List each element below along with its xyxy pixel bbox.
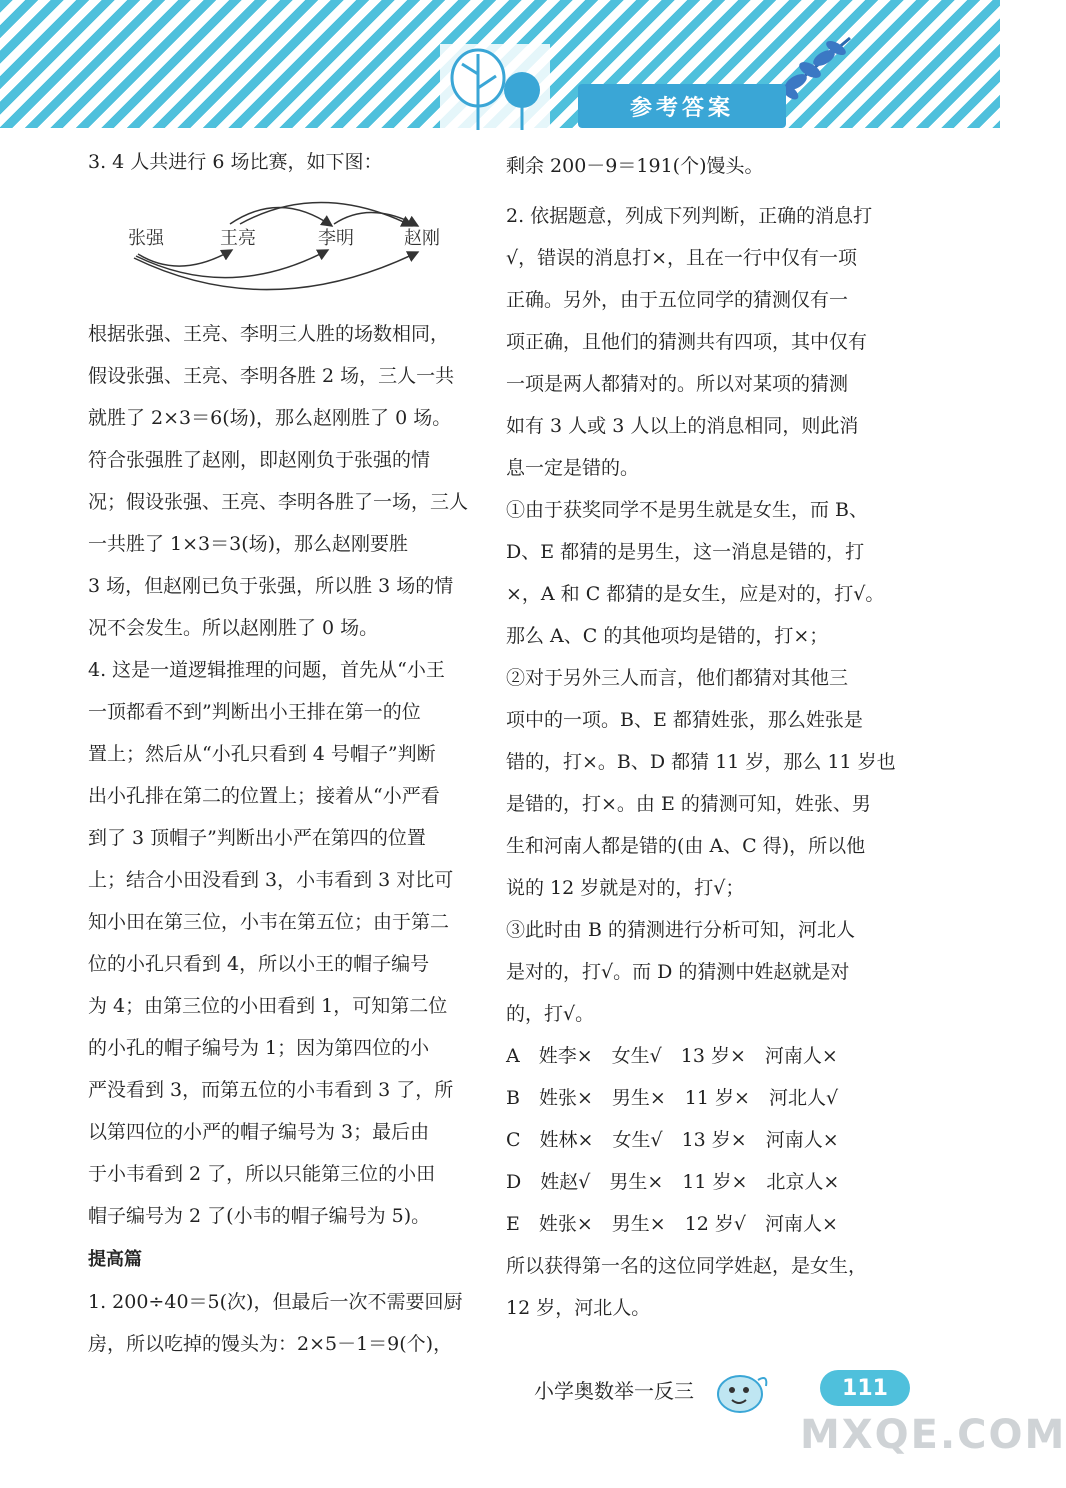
text-line: 一共胜了 1×3＝3(场)，那么赵刚要胜: [88, 533, 409, 555]
text-line: 到了 3 顶帽子”判断出小严在第四的位置: [88, 827, 426, 849]
text-line: 1. 200÷40＝5(次)，但最后一次不需要回厨: [88, 1291, 463, 1313]
text-line: ③此时由 B 的猜测进行分析可知，河北人: [506, 919, 856, 941]
text-line: 房，所以吃掉的馒头为：2×5－1＝9(个)，: [88, 1333, 453, 1355]
text-line: 严没看到 3，而第五位的小韦看到 3 了，所: [88, 1079, 454, 1101]
text-line: 息一定是错的。: [506, 457, 640, 479]
text-line: 置上；然后从“小孔只看到 4 号帽子”判断: [88, 743, 436, 765]
text-line: 为 4；由第三位的小田看到 1，可知第二位: [88, 995, 448, 1017]
text-line: √，错误的消息打×，且在一行中仅有一项: [506, 247, 858, 269]
watermark: MXQE.COM: [800, 1412, 1066, 1458]
page-number: 111: [820, 1370, 910, 1406]
text-line: 一项是两人都猜对的。所以对某项的猜测: [506, 373, 849, 395]
text-line: ②对于另外三人而言，他们都猜对其他三: [506, 667, 849, 689]
match-diagram: [120, 190, 450, 310]
text-line: 项正确，且他们的猜测共有四项，其中仅有: [506, 331, 868, 353]
text-line: 3 场，但赵刚已负于张强，所以胜 3 场的情: [88, 575, 454, 597]
text-line: 是对的，打√。而 D 的猜测中姓赵就是对: [506, 961, 850, 983]
text-line: 是错的，打×。由 E 的猜测可知，姓张、男: [506, 793, 871, 815]
text-line: 3. 4 人共进行 6 场比赛，如下图：: [88, 151, 383, 173]
arrow: [230, 207, 332, 226]
text-line: 上；结合小田没看到 3，小韦看到 3 对比可: [88, 869, 454, 891]
text-line: ×，A 和 C 都猜的是女生，应是对的，打√。: [506, 583, 885, 605]
tree-icon: [440, 44, 550, 134]
diagram-node: 王亮: [220, 228, 256, 249]
text-line: 2. 依据题意，列成下列判断，正确的消息打: [506, 205, 873, 227]
text-line: 知小田在第三位，小韦在第五位；由于第二: [88, 911, 450, 933]
table-row: E 姓张× 男生× 12 岁√ 河南人×: [506, 1213, 838, 1235]
table-row: C 姓林× 女生√ 13 岁× 河南人×: [506, 1129, 839, 1151]
text-line: 如有 3 人或 3 人以上的消息相同，则此消: [506, 415, 859, 437]
text-line: 正确。另外，由于五位同学的猜测仅有一: [506, 289, 849, 311]
text-line: 4. 这是一道逻辑推理的问题，首先从“小王: [88, 659, 445, 681]
table-row: B 姓张× 男生× 11 岁× 河北人√: [506, 1087, 839, 1109]
text-line: 剩余 200－9＝191(个)馒头。: [506, 155, 764, 177]
text-line: 根据张强、王亮、李明三人胜的场数相同，: [88, 323, 450, 345]
diagram-node: 赵刚: [404, 228, 440, 249]
text-line: 的小孔的帽子编号为 1；因为第四位的小: [88, 1037, 430, 1059]
table-row: D 姓赵√ 男生× 11 岁× 北京人×: [506, 1171, 840, 1193]
text-line: 说的 12 岁就是对的，打√；: [506, 877, 745, 899]
text-line: 的，打√。: [506, 1003, 595, 1025]
text-line: 出小孔排在第二的位置上；接着从“小严看: [88, 785, 440, 807]
text-line: D、E 都猜的是男生，这一消息是错的，打: [506, 541, 865, 563]
text-line: 生和河南人都是错的(由 A、C 得)，所以他: [506, 835, 866, 857]
section-heading: 提高篇: [88, 1249, 142, 1270]
diagram-node: 张强: [128, 228, 164, 249]
text-line: 帽子编号为 2 了(小韦的帽子编号为 5)。: [88, 1205, 431, 1227]
text-line: 于小韦看到 2 了，所以只能第三位的小田: [88, 1163, 436, 1185]
text-line: 所以获得第一名的这位同学姓赵，是女生，: [506, 1255, 868, 1277]
text-line: 那么 A、C 的其他项均是错的，打×；: [506, 625, 829, 647]
book-title: 小学奥数举一反三: [534, 1379, 694, 1403]
diagram-node: 李明: [318, 228, 354, 249]
answer-badge: 参考答案: [578, 84, 786, 128]
text-line: 况；假设张强、王亮、李明各胜了一场，三人: [88, 491, 469, 513]
text-line: 符合张强胜了赵刚，即赵刚负于张强的情: [88, 449, 431, 471]
mascot-icon: [712, 1370, 772, 1416]
arrow: [334, 212, 418, 226]
text-line: 12 岁，河北人。: [506, 1297, 651, 1319]
text-line: 错的，打×。B、D 都猜 11 岁，那么 11 岁也: [506, 751, 896, 773]
text-line: 就胜了 2×3＝6(场)，那么赵刚胜了 0 场。: [88, 407, 452, 429]
text-line: 况不会发生。所以赵刚胜了 0 场。: [88, 617, 379, 639]
table-row: A 姓李× 女生√ 13 岁× 河南人×: [506, 1045, 838, 1067]
text-line: ①由于获奖同学不是男生就是女生，而 B、: [506, 499, 869, 521]
text-line: 假设张强、王亮、李明各胜 2 场，三人一共: [88, 365, 455, 387]
text-line: 位的小孔只看到 4，所以小王的帽子编号: [88, 953, 430, 975]
text-line: 项中的一项。B、E 都猜姓张，那么姓张是: [506, 709, 863, 731]
arrow: [136, 250, 328, 278]
text-line: 一顶都看不到”判断出小王排在第一的位: [88, 701, 421, 723]
text-line: 以第四位的小严的帽子编号为 3；最后由: [88, 1121, 430, 1143]
